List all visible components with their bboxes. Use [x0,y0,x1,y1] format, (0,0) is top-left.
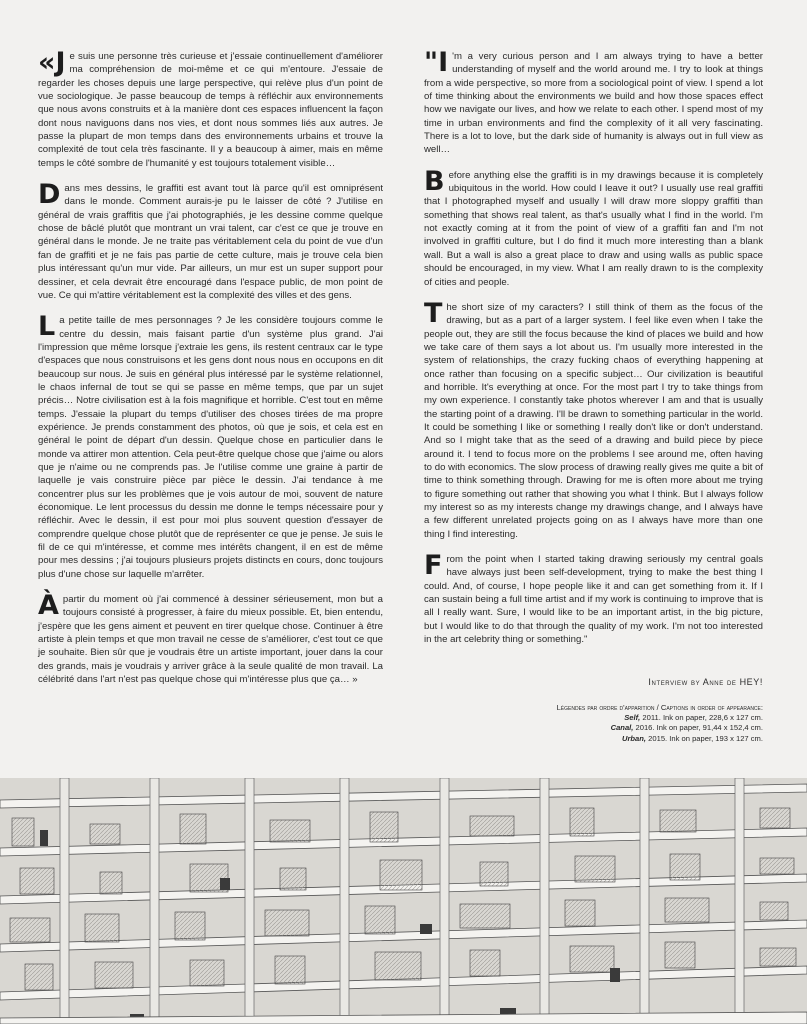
artwork-details: 2015. Ink on paper, 193 x 127 cm. [646,733,763,743]
fr-paragraph-1 [38,47,383,170]
artwork-title: Urban, [621,733,647,743]
paragraph-text: ans mes dessins, le graffiti est avant tout là parce qu'il est omniprésent dans le monde. Comment aurais-je pu le laisser de côté ? J'utilise en général de vrais graffitis que j'ai photographiés, je les dessine comme quelque chose de bâclé plutôt que montrant un vrai talent, car c'est ce que je trouve en général dans le monde. Je ne traite pas véritablement cela du point de vue d'un fan de graffiti et je ne fais pas partie de cette culture, mais je trouve cela bien plus intéressant qu'un mur vide. Par ailleurs, un mur est un super support pour dessiner, et cela devrait être encouragé dans l'espace public, de mon point de vue. Ce qui m'attire véritablement est la complexité des villes et des gens. [38,183,383,301]
fr-paragraph-3 [38,311,383,581]
captions-legend [424,703,763,744]
paragraph-text: a petite taille de mes personnages ? Je les considère toujours comme le centre du dessin, mais faisant partie d'un système plus grand. J'ai l'impression que même lorsque j'extraie les gens, ils restent centraux car le type d'espaces que nous construisons et les gens dont nous nous en occupons en dit beaucoup sur nous. Je suis en général plus intéressé par le système relationnel, le chaos infernal de tout se qui se passe en même temps, que par un sujet précis… Notre civilisation est à la fois magnifique et horrible. C'est tout en même temps. J'essaie la plupart du temps d'utiliser des choses tirées de ma propre expérience. Je prends constamment des photos, où que je sois, et cela est en général le point de départ d'un dessin. Quelque chose en particulier dans le monde va attirer mon attention. Cela peut-être quelque chose que j'aime ou alors que je n'aime ou ne comprends pas. Je l'utilise comme une graine à partir de laquelle je vais construire pièce par pièce le dessin. J'ai tendance à me concentrer plus sur les problèmes que je vois autour de moi, souvent de nature économique. Le lent processus du dessin me donne le temps nécessaire pour y réfléchir. Avec le dessin, il est pour moi plus souvent question d'essayer de comprendre quelque chose plutôt que de représenter ce que je pense. Je suis le fil de ce qui m'intéresse, et comme mes intérêts changent, il en est de même pour mes dessins ; j'ai toujours plusieurs projets distincts en cours, donc toujours plus d'une chose sur laquelle m'arrêter. [38,315,383,580]
en-paragraph-4 [424,550,763,646]
paragraph-text: partir du moment où j'ai commencé à dessiner sérieusement, mon but a toujours consisté à progresser, à faire du mieux possible. Et, bien entendu, j'espère que les gens aiment et peuvent en tirer quelque chose. Continuer à être artiste à plein temps et que mon travail ne cesse de s'améliorer, c'est tout ce que je souhaite. Bien sûr que je voudrais être un artiste important, jouer dans la cour des grands, mais je voudrais y arriver grâce à la seule qualité de mon travail. La célébrité dans l'art n'est pas quelque chose qui m'intéresse plus que ça… » [38,594,383,686]
artwork-title: Canal, [610,723,634,733]
paragraph-text: rom the point when I started taking drawing seriously my central goals have always just been self-development, trying to make the best thing I could. And, of course, I hope people like it and can get something from it. If I can sustain being a full time artist and if my work is continuing to improve that is all I really want. Sure, I would like to be an important artist, in the big picture, but I would like to do that through the quality of my work. I'm not too interested in the art celebrity thing or something." [424,554,763,646]
english-column [424,47,763,658]
dropcap: D [38,179,61,211]
en-paragraph-2 [424,165,763,289]
dropcap: «J [38,47,66,78]
en-paragraph-1 [424,47,763,157]
dropcap: À [38,590,59,622]
dropcap: "I [424,47,449,78]
building-drawing-illustration [0,778,807,1024]
artwork-details: 2011. Ink on paper, 228,6 x 127 cm. [640,713,763,723]
fr-paragraph-4 [38,590,383,686]
artwork-title: Self, [624,713,641,723]
paragraph-text: e suis une personne très curieuse et j'essaie continuellement d'améliorer ma compréhension de moi-même et ce qui m'entoure. J'essaie de regarder les choses depuis une large perspective, qui relève plus d'un point de vue sociologique. Je passe beaucoup de temps à réfléchir aux environnements que nous avons construits et à la manière dont ces espaces influencent la façon dont nous naviguons dans nos vies, et dont nous sommes liés aux autres. Je passe la plupart de mon temps dans des environnements urbains et trouve la complexité de tout cela très fascinante. Il y a beaucoup à aimer, mais en même temps le côté sombre de l'humanité y est toujours totalement visible… [38,51,383,169]
paragraph-text: 'm a very curious person and I am always trying to have a better understanding of myself and the world around me. I try to look at things from a wide perspective, so more from a sociological point of view. I spend a lot of time thinking about the environments we build and how those spaces effect how we navigate our lives, and how we relate to each other. I spend most of my time in urban environments and find the complexity of it all very fascinating. There is a lot to love, but the dark side of humanity is always out in full view as well… [424,51,763,156]
fr-paragraph-2 [38,179,383,302]
legend-title: Légendes par ordre d'apparition / Captions in order of appearance: [556,703,763,712]
legend-item [424,713,763,723]
paragraph-text: he short size of my caracters? I still think of them as the focus of the drawing, but as a part of a larger system. I feel like even when I take the people out, they are still the focus because the kind of places we build and how we take care of them says a lot about us. I'm usually more interested in the system of relationships, the crazy fucking chaos of everything happening at once rather than focusing on a specific subject… Our civilization is beautiful and horrible. It's everything at once. For the most part I try to take things from my own experience. I constantly take photos wherever I am and that is usually the starting point of a drawing. I'll be drawn to something particular in the world. It could be something I like or something I really don't like or don't understand. And so I might take that as the seed of a drawing and build piece by piece around it. I tend to focus more on the problems I see around me, often having to do with economics. The slow process of drawing really gives me quite a bit of time to think something through. Drawing for me is often more about me trying to figure something out rather that showing you what I think. But I always follow my interest so as my interests change my drawings change, and I always have a few different unrelated projects going on as I always have more than one thing I find interesting. [424,301,763,540]
legend-item [424,734,763,744]
french-column [38,47,383,698]
dropcap: B [424,165,445,197]
paragraph-text: efore anything else the graffiti is in my drawings because it is completely ubiquitous in the world. How could I leave it out? I usually use real graffiti that I photographed myself and usually I will draw more sloppy graffiti than something that shows real talent, as that's usually what I find in the world. I'm not exactly coming at it from the point of view of a graffiti fan and I'm not involved in graffiti culture, but I do find it much more interesting than a blank wall. But a wall is also a great place to draw and using walls as public space should be encouraged, in my view. What I am really drawn to is the complexity of cities and people. [424,169,763,288]
legend-item [424,723,763,733]
interview-credit: Interview by Anne de HEY! [648,677,763,687]
building-drawing-artwork [0,778,807,1024]
en-paragraph-3 [424,297,763,541]
dropcap: F [424,550,443,582]
dropcap: T [424,297,443,329]
artwork-details: 2016. Ink on paper, 91,44 x 152,4 cm. [633,723,763,733]
dropcap: L [38,311,56,343]
